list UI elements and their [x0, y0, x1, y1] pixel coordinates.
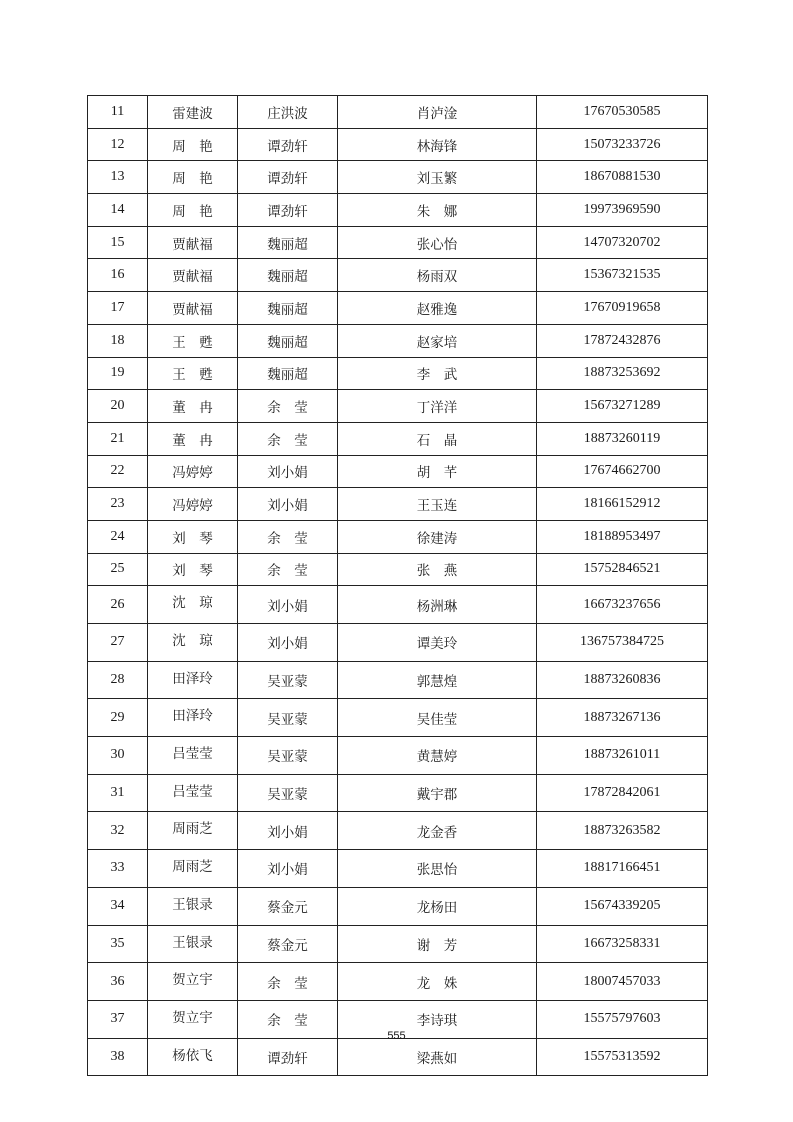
cell-student: 吴佳莹: [338, 699, 537, 737]
cell-student: 郭慧煌: [338, 661, 537, 699]
cell-tutor: 周雨芝: [148, 812, 238, 850]
cell-teacher: 谭劲轩: [238, 1038, 338, 1076]
cell-student: 林海锋: [338, 128, 537, 161]
cell-student: 肖泸淦: [338, 96, 537, 129]
cell-student: 徐建涛: [338, 520, 537, 553]
cell-number: 22: [88, 455, 148, 488]
cell-number: 27: [88, 624, 148, 662]
cell-tutor: 贾献福: [148, 259, 238, 292]
cell-phone: 18873261011: [537, 737, 708, 775]
roster-body: [88, 96, 708, 1076]
cell-phone: 14707320702: [537, 226, 708, 259]
cell-phone: 18670881530: [537, 161, 708, 194]
cell-tutor: 王 甦: [148, 324, 238, 357]
cell-number: 30: [88, 737, 148, 775]
cell-tutor: 冯婷婷: [148, 455, 238, 488]
cell-phone: 15575313592: [537, 1038, 708, 1076]
cell-teacher: 刘小娟: [238, 812, 338, 850]
table-row: [88, 128, 708, 161]
cell-teacher: 魏丽超: [238, 357, 338, 390]
cell-number: 12: [88, 128, 148, 161]
table-row: [88, 324, 708, 357]
cell-number: 18: [88, 324, 148, 357]
cell-teacher: 蔡金元: [238, 925, 338, 963]
cell-teacher: 余 莹: [238, 520, 338, 553]
table-row: [88, 488, 708, 521]
cell-tutor: 贺立宇: [148, 963, 238, 1001]
page-number: 555: [387, 1030, 406, 1042]
table-row: [88, 1038, 708, 1076]
cell-teacher: 魏丽超: [238, 226, 338, 259]
student-roster-table: [87, 95, 708, 1076]
cell-phone: 18873267136: [537, 699, 708, 737]
cell-phone: 18007457033: [537, 963, 708, 1001]
cell-number: 25: [88, 553, 148, 586]
table-row: [88, 661, 708, 699]
cell-number: 23: [88, 488, 148, 521]
cell-student: 李 武: [338, 357, 537, 390]
table-row: [88, 887, 708, 925]
cell-phone: 17670919658: [537, 292, 708, 325]
cell-number: 20: [88, 390, 148, 423]
cell-student: 龙 姝: [338, 963, 537, 1001]
cell-phone: 18817166451: [537, 850, 708, 888]
cell-tutor: 王 甦: [148, 357, 238, 390]
cell-student: 谭美玲: [338, 624, 537, 662]
cell-tutor: 王银录: [148, 887, 238, 925]
cell-tutor: 雷建波: [148, 96, 238, 129]
cell-tutor: 吕莹莹: [148, 737, 238, 775]
table-row: [88, 699, 708, 737]
cell-number: 21: [88, 422, 148, 455]
cell-number: 28: [88, 661, 148, 699]
table-row: [88, 774, 708, 812]
cell-student: 梁燕如: [338, 1038, 537, 1076]
cell-student: 张 燕: [338, 553, 537, 586]
table-row: [88, 96, 708, 129]
cell-phone: 15752846521: [537, 553, 708, 586]
cell-tutor: 周 艳: [148, 194, 238, 227]
table-row: [88, 624, 708, 662]
cell-number: 19: [88, 357, 148, 390]
table-row: [88, 925, 708, 963]
cell-number: 34: [88, 887, 148, 925]
cell-tutor: 刘 琴: [148, 553, 238, 586]
cell-teacher: 刘小娟: [238, 488, 338, 521]
cell-tutor: 沈 琼: [148, 624, 238, 662]
cell-number: 35: [88, 925, 148, 963]
cell-number: 26: [88, 586, 148, 624]
table-row: [88, 737, 708, 775]
cell-teacher: 刘小娟: [238, 455, 338, 488]
cell-teacher: 吴亚蒙: [238, 699, 338, 737]
cell-student: 黄慧婷: [338, 737, 537, 775]
table-row: [88, 259, 708, 292]
table-row: [88, 963, 708, 1001]
cell-student: 赵雅逸: [338, 292, 537, 325]
cell-phone: 18873253692: [537, 357, 708, 390]
cell-teacher: 刘小娟: [238, 586, 338, 624]
cell-teacher: 吴亚蒙: [238, 661, 338, 699]
cell-student: 刘玉繁: [338, 161, 537, 194]
table-row: [88, 422, 708, 455]
cell-student: 石 晶: [338, 422, 537, 455]
cell-tutor: 吕莹莹: [148, 774, 238, 812]
cell-number: 14: [88, 194, 148, 227]
cell-teacher: 余 莹: [238, 422, 338, 455]
cell-tutor: 董 冉: [148, 422, 238, 455]
cell-student: 戴宇郡: [338, 774, 537, 812]
cell-student: 李诗琪: [338, 1000, 537, 1038]
cell-teacher: 吴亚蒙: [238, 774, 338, 812]
cell-student: 龙金香: [338, 812, 537, 850]
table-row: [88, 390, 708, 423]
table-row: [88, 226, 708, 259]
cell-number: 32: [88, 812, 148, 850]
cell-student: 杨雨双: [338, 259, 537, 292]
cell-teacher: 蔡金元: [238, 887, 338, 925]
cell-student: 胡 芊: [338, 455, 537, 488]
cell-number: 24: [88, 520, 148, 553]
cell-phone: 15673271289: [537, 390, 708, 423]
cell-number: 31: [88, 774, 148, 812]
table-row: [88, 292, 708, 325]
cell-phone: 18873260836: [537, 661, 708, 699]
cell-tutor: 杨依飞: [148, 1038, 238, 1076]
cell-phone: 16673258331: [537, 925, 708, 963]
cell-phone: 18873260119: [537, 422, 708, 455]
cell-phone: 15367321535: [537, 259, 708, 292]
table-row: [88, 357, 708, 390]
cell-tutor: 周雨芝: [148, 850, 238, 888]
cell-teacher: 吴亚蒙: [238, 737, 338, 775]
cell-teacher: 魏丽超: [238, 324, 338, 357]
cell-student: 张思怡: [338, 850, 537, 888]
table-row: [88, 586, 708, 624]
cell-tutor: 周 艳: [148, 128, 238, 161]
table-row: [88, 812, 708, 850]
cell-phone: 17872842061: [537, 774, 708, 812]
cell-phone: 16673237656: [537, 586, 708, 624]
cell-phone: 17872432876: [537, 324, 708, 357]
cell-teacher: 余 莹: [238, 390, 338, 423]
cell-phone: 15575797603: [537, 1000, 708, 1038]
cell-student: 龙杨田: [338, 887, 537, 925]
cell-teacher: 余 莹: [238, 1000, 338, 1038]
cell-tutor: 董 冉: [148, 390, 238, 423]
cell-student: 丁洋洋: [338, 390, 537, 423]
cell-student: 张心怡: [338, 226, 537, 259]
cell-number: 15: [88, 226, 148, 259]
cell-phone: 18188953497: [537, 520, 708, 553]
cell-tutor: 贾献福: [148, 292, 238, 325]
cell-teacher: 魏丽超: [238, 259, 338, 292]
cell-phone: 18166152912: [537, 488, 708, 521]
cell-tutor: 沈 琼: [148, 586, 238, 624]
cell-teacher: 谭劲轩: [238, 128, 338, 161]
cell-student: 谢 芳: [338, 925, 537, 963]
cell-number: 11: [88, 96, 148, 129]
cell-teacher: 刘小娟: [238, 850, 338, 888]
cell-teacher: 刘小娟: [238, 624, 338, 662]
cell-phone: 17674662700: [537, 455, 708, 488]
cell-tutor: 王银录: [148, 925, 238, 963]
cell-teacher: 余 莹: [238, 553, 338, 586]
cell-phone: 17670530585: [537, 96, 708, 129]
cell-student: 王玉连: [338, 488, 537, 521]
cell-tutor: 刘 琴: [148, 520, 238, 553]
cell-student: 杨洲琳: [338, 586, 537, 624]
cell-tutor: 贾献福: [148, 226, 238, 259]
cell-teacher: 余 莹: [238, 963, 338, 1001]
cell-student: 朱 娜: [338, 194, 537, 227]
table-row: [88, 553, 708, 586]
table-row: [88, 194, 708, 227]
cell-number: 29: [88, 699, 148, 737]
cell-number: 36: [88, 963, 148, 1001]
cell-tutor: 贺立宇: [148, 1000, 238, 1038]
table-row: [88, 520, 708, 553]
cell-phone: 15073233726: [537, 128, 708, 161]
cell-phone: 19973969590: [537, 194, 708, 227]
cell-number: 16: [88, 259, 148, 292]
cell-phone: 136757384725: [537, 624, 708, 662]
cell-phone: 18873263582: [537, 812, 708, 850]
cell-tutor: 田泽玲: [148, 661, 238, 699]
cell-tutor: 周 艳: [148, 161, 238, 194]
cell-tutor: 冯婷婷: [148, 488, 238, 521]
table-row: [88, 161, 708, 194]
cell-phone: 15674339205: [537, 887, 708, 925]
cell-teacher: 庄洪波: [238, 96, 338, 129]
cell-number: 33: [88, 850, 148, 888]
table-row: [88, 850, 708, 888]
cell-number: 17: [88, 292, 148, 325]
table-row: [88, 455, 708, 488]
cell-teacher: 谭劲轩: [238, 161, 338, 194]
cell-student: 赵家培: [338, 324, 537, 357]
cell-number: 13: [88, 161, 148, 194]
cell-teacher: 魏丽超: [238, 292, 338, 325]
cell-number: 38: [88, 1038, 148, 1076]
cell-number: 37: [88, 1000, 148, 1038]
cell-tutor: 田泽玲: [148, 699, 238, 737]
cell-teacher: 谭劲轩: [238, 194, 338, 227]
